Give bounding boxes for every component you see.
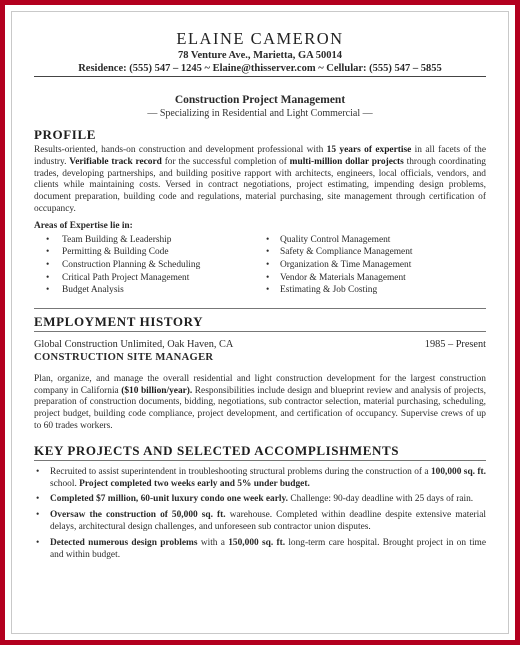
section-rule — [34, 331, 486, 332]
areas-label: Areas of Expertise lie in: — [34, 220, 133, 231]
list-item: • Permitting & Building Code — [34, 246, 260, 259]
list-item: • Quality Control Management — [260, 234, 486, 247]
job-title: CONSTRUCTION SITE MANAGER — [34, 351, 214, 363]
expertise-columns — [34, 234, 486, 297]
profile-paragraph: Results-oriented, hands-on construction and development professional with 15 years of expertise in all facets of the industry. Verifiable track record for the successful completion of multi-million dollar projects through coordinating trades, developing partnerships, and building positive rapport with architects, engineers, local officials, vendors, and clients while maintaining costs. Versed in contract negotiations, project estimating, impending design problems, document preparation, building code and regulations, material purchasing, site management through certification of occupancy. — [34, 145, 486, 214]
expertise-left-column — [34, 234, 260, 297]
accomplishments-list — [34, 467, 486, 562]
list-item: • Recruited to assist superintendent in troubleshooting structural problems during the construction of a 100,000 sq. ft. school. Project completed two weeks early and 5% under budget. — [34, 467, 486, 491]
address-line: 78 Venture Ave., Marietta, GA 50014 — [177, 50, 343, 61]
company-name: Global Construction Unlimited, Oak Haven, CA — [34, 338, 234, 350]
list-item: • Safety & Compliance Management — [260, 246, 486, 259]
list-item: • Budget Analysis — [34, 284, 260, 297]
job-dates: 1985 – Present — [424, 338, 486, 350]
section-rule — [34, 460, 486, 461]
profile-heading: PROFILE — [34, 127, 96, 142]
candidate-name: ELAINE CAMERON — [176, 29, 344, 48]
headline-subtitle: — Specializing in Residential and Light Commercial — — [147, 108, 373, 119]
accomplishments-heading: KEY PROJECTS AND SELECTED ACCOMPLISHMENTS — [34, 442, 400, 458]
list-item: • Completed $7 million, 60-unit luxury condo one week early. Challenge: 90-day deadline with 25 days of rain. — [34, 494, 486, 506]
list-item: • Oversaw the construction of 50,000 sq. ft. warehouse. Completed within deadline despite extensive material delays, architectural design challenges, and unforeseen sub contractor union disputes. — [34, 510, 486, 534]
header-rule — [34, 76, 486, 77]
list-item: • Detected numerous design problems with a 150,000 sq. ft. long-term care hospital. Brought project in on time and within budget. — [34, 538, 486, 562]
list-item: • Organization & Time Management — [260, 259, 486, 272]
job-row — [34, 338, 486, 351]
list-item: • Construction Planning & Scheduling — [34, 259, 260, 272]
resume-document — [34, 10, 486, 565]
list-item: • Estimating & Job Costing — [260, 284, 486, 297]
headline-title: Construction Project Management — [174, 94, 346, 106]
job-description: Plan, organize, and manage the overall residential and light construction development for the largest construction company in California ($10 billion/year). Responsibilities include design and blueprint review and analysis of projects, preparation of construction documents, bidding, negotiations, sub contractor selection, material purchasing, scheduling, project budget, building code compliance, project development, and certification of occupancy. Supervise crews of up to 60 trades workers. — [34, 373, 486, 431]
section-rule — [34, 308, 486, 309]
expertise-right-column — [260, 234, 486, 297]
list-item: • Critical Path Project Management — [34, 272, 260, 285]
list-item: • Vendor & Materials Management — [260, 272, 486, 285]
list-item: • Team Building & Leadership — [34, 234, 260, 247]
employment-heading: EMPLOYMENT HISTORY — [34, 313, 204, 329]
contact-line: Residence: (555) 547 – 1245 ~ Elaine@thisserver.com ~ Cellular: (555) 547 – 5855 — [78, 63, 442, 74]
